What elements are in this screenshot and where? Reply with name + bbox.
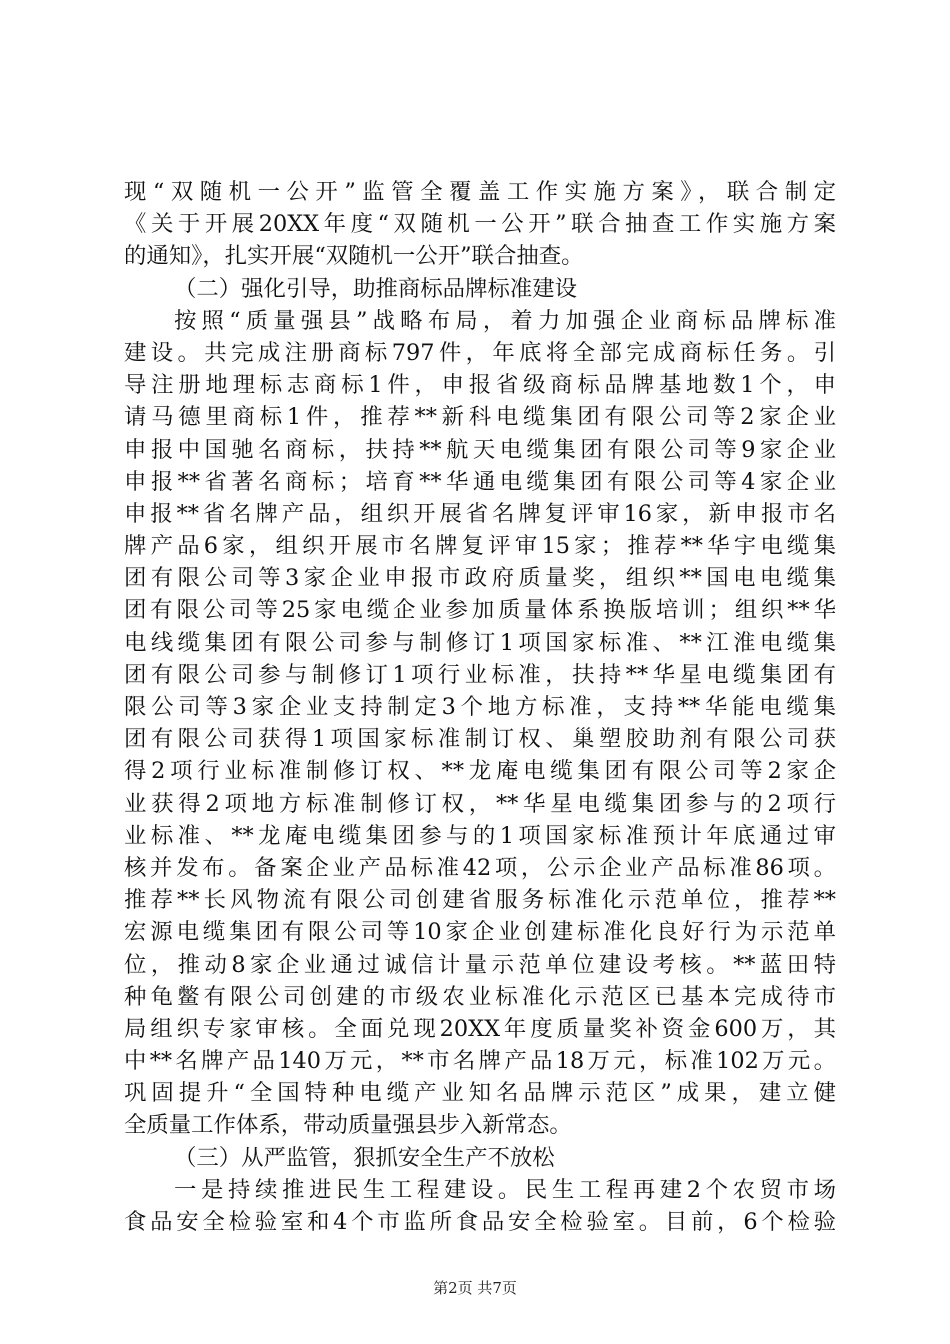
text-line: 团有限公司等3家企业申报市政府质量奖，组织**国电电缆集: [124, 565, 836, 592]
text-line: 电线缆集团有限公司参与制修订1项国家标准、**江淮电缆集: [124, 629, 836, 656]
text-line: 的通知》，扎实开展“双随机一公开”联合抽查。: [124, 243, 584, 270]
paragraph-start: 按照“质量强县”战略布局，着力加强企业商标品牌标准: [174, 307, 836, 334]
text-line: 全质量工作体系，带动质量强县步入新常态。: [124, 1112, 572, 1139]
section-heading: （三）从严监管，狠抓安全生产不放松: [174, 1144, 555, 1171]
text-line: 《关于开展20XX年度“双随机一公开”联合抽查工作实施方案: [124, 211, 836, 238]
text-line: 牌产品6家，组织开展市名牌复评审15家；推荐**华宇电缆集: [124, 533, 836, 560]
text-line: 种龟鳖有限公司创建的市级农业标准化示范区已基本完成待市: [124, 983, 836, 1010]
text-line: 现“双随机一公开”监管全覆盖工作实施方案》，联合制定: [124, 179, 836, 205]
text-line: 核并发布。备案企业产品标准42项，公示企业产品标准86项。: [124, 854, 836, 881]
text-line: 局组织专家审核。全面兑现20XX年度质量奖补资金600万，其: [124, 1015, 836, 1042]
text-line: 申报**省名牌产品，组织开展省名牌复评审16家，新申报市名: [124, 500, 836, 527]
text-line: 得2项行业标准制修订权、**龙庵电缆集团有限公司等2家企: [124, 758, 836, 785]
text-line: 请马德里商标1件，推荐**新科电缆集团有限公司等2家企业: [124, 404, 836, 431]
document-body: [124, 176, 836, 1238]
paragraph-start: 一是持续推进民生工程建设。民生工程再建2个农贸市场: [174, 1176, 836, 1203]
text-line: 团有限公司等25家电缆企业参加质量体系换版培训；组织**华: [124, 597, 836, 624]
text-line: 团有限公司获得1项国家标准制订权、巢塑胶助剂有限公司获: [124, 726, 836, 753]
text-line: 推荐**长风物流有限公司创建省服务标准化示范单位，推荐**: [124, 887, 836, 914]
text-line: 申报**省著名商标；培育**华通电缆集团有限公司等4家企业: [124, 468, 836, 495]
text-line: 业获得2项地方标准制修订权，**华星电缆集团参与的2项行: [124, 790, 836, 817]
page-number-footer: 第2页 共7页: [433, 1279, 517, 1297]
text-line: 业标准、**龙庵电缆集团参与的1项国家标准预计年底通过审: [124, 822, 836, 849]
text-line: 食品安全检验室和4个市监所食品安全检验室。目前，6个检验: [124, 1209, 836, 1235]
text-line: 申报中国驰名商标，扶持**航天电缆集团有限公司等9家企业: [124, 436, 836, 463]
text-line: 巩固提升“全国特种电缆产业知名品牌示范区”成果，建立健: [124, 1080, 836, 1107]
text-line: 中**名牌产品140万元，**市名牌产品18万元，标准102万元。: [124, 1048, 836, 1075]
section-heading: （二）强化引导，助推商标品牌标准建设: [174, 275, 578, 302]
text-line: 团有限公司参与制修订1项行业标准，扶持**华星电缆集团有: [124, 661, 836, 688]
text-line: 位，推动8家企业通过诚信计量示范单位建设考核。**蓝田特: [124, 951, 836, 978]
text-line: 建设。共完成注册商标797件，年底将全部完成商标任务。引: [124, 339, 836, 366]
text-line: 限公司等3家企业支持制定3个地方标准，支持**华能电缆集: [124, 694, 836, 720]
text-line: 宏源电缆集团有限公司等10家企业创建标准化良好行为示范单: [124, 919, 836, 946]
text-line: 导注册地理标志商标1件，申报省级商标品牌基地数1个，申: [124, 372, 836, 399]
